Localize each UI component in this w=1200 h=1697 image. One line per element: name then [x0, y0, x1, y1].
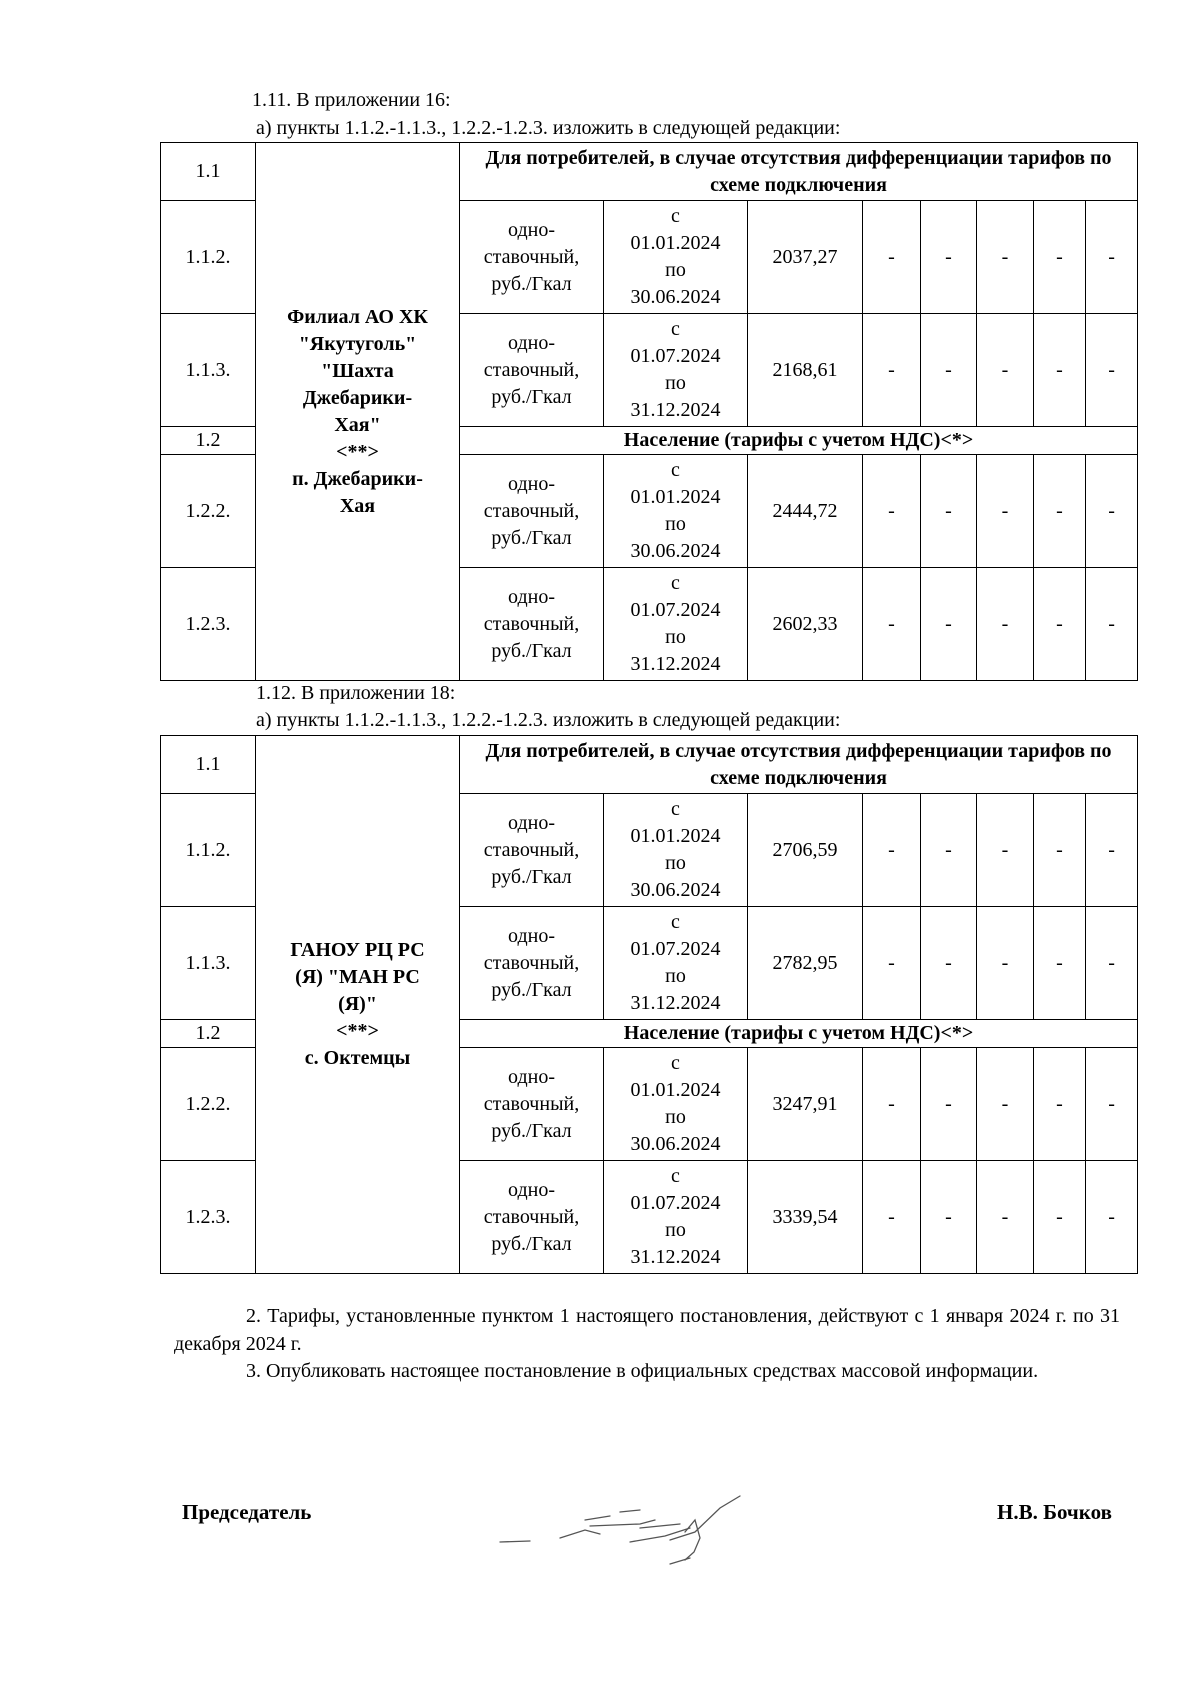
organization-name: Филиал АО ХК "Якутуголь" "Шахта Джебарики- Хая" <**> п. Джебарики- Хая — [256, 143, 460, 681]
tariff-type: одно- ставочный, руб./Гкал — [460, 1048, 604, 1161]
dash-cell: - — [863, 794, 921, 907]
dash-cell: - — [921, 794, 977, 907]
dash-cell: - — [1034, 455, 1086, 568]
table-row — [161, 143, 1138, 201]
dash-cell: - — [1034, 314, 1086, 427]
tariff-type: одно- ставочный, руб./Гкал — [460, 568, 604, 681]
row-number: 1.1.3. — [161, 314, 256, 427]
tariff-value: 2168,61 — [748, 314, 863, 427]
handwritten-signature — [490, 1480, 790, 1570]
tariff-value: 2782,95 — [748, 907, 863, 1020]
tariff-value: 3247,91 — [748, 1048, 863, 1161]
dash-cell: - — [1086, 1161, 1138, 1274]
dash-cell: - — [921, 907, 977, 1020]
dash-cell: - — [977, 1161, 1034, 1274]
dash-cell: - — [977, 907, 1034, 1020]
group-header: Население (тарифы с учетом НДС)<*> — [460, 1020, 1138, 1048]
tariff-period: с 01.01.2024 по 30.06.2024 — [604, 201, 748, 314]
row-number: 1.1 — [161, 143, 256, 201]
group-header: Для потребителей, в случае отсутствия дифференциации тарифов по схеме подключения — [460, 736, 1138, 794]
paragraph-publication: 3. Опубликовать настоящее постановление в официальных средствах массовой информации. — [246, 1360, 1039, 1382]
dash-cell: - — [977, 455, 1034, 568]
tariff-table-2 — [160, 735, 1138, 1274]
dash-cell: - — [1034, 1161, 1086, 1274]
dash-cell: - — [977, 201, 1034, 314]
dash-cell: - — [863, 1161, 921, 1274]
section2-subheading: а) пункты 1.1.2.-1.1.3., 1.2.2.-1.2.3. изложить в следующей редакции: — [256, 709, 841, 731]
dash-cell: - — [863, 1048, 921, 1161]
section1-subheading: а) пункты 1.1.2.-1.1.3., 1.2.2.-1.2.3. изложить в следующей редакции: — [256, 117, 841, 139]
dash-cell: - — [1034, 568, 1086, 681]
dash-cell: - — [1034, 201, 1086, 314]
row-number: 1.2.3. — [161, 568, 256, 681]
group-header: Население (тарифы с учетом НДС)<*> — [460, 427, 1138, 455]
dash-cell: - — [1086, 201, 1138, 314]
dash-cell: - — [977, 794, 1034, 907]
tariff-period: с 01.07.2024 по 31.12.2024 — [604, 568, 748, 681]
dash-cell: - — [863, 907, 921, 1020]
row-number: 1.2.2. — [161, 1048, 256, 1161]
tariff-value: 3339,54 — [748, 1161, 863, 1274]
tariff-period: с 01.07.2024 по 31.12.2024 — [604, 1161, 748, 1274]
row-number: 1.1.2. — [161, 201, 256, 314]
tariff-period: с 01.07.2024 по 31.12.2024 — [604, 314, 748, 427]
tariff-period: с 01.01.2024 по 30.06.2024 — [604, 455, 748, 568]
row-number: 1.2.2. — [161, 455, 256, 568]
tariff-type: одно- ставочный, руб./Гкал — [460, 201, 604, 314]
dash-cell: - — [863, 455, 921, 568]
paragraph-validity: 2. Тарифы, установленные пунктом 1 настоящего постановления, действуют с 1 января 2024 г. по 31 декабря 2024 г. — [174, 1305, 1120, 1355]
row-number: 1.2 — [161, 427, 256, 455]
dash-cell: - — [1034, 907, 1086, 1020]
dash-cell: - — [1086, 314, 1138, 427]
dash-cell: - — [1086, 1048, 1138, 1161]
tariff-period: с 01.01.2024 по 30.06.2024 — [604, 794, 748, 907]
dash-cell: - — [921, 201, 977, 314]
section1-heading: 1.11. В приложении 16: — [252, 89, 451, 111]
tariff-type: одно- ставочный, руб./Гкал — [460, 314, 604, 427]
row-number: 1.1.2. — [161, 794, 256, 907]
tariff-value: 2444,72 — [748, 455, 863, 568]
row-number: 1.1 — [161, 736, 256, 794]
tariff-type: одно- ставочный, руб./Гкал — [460, 455, 604, 568]
row-number: 1.2 — [161, 1020, 256, 1048]
dash-cell: - — [1034, 794, 1086, 907]
tariff-period: с 01.01.2024 по 30.06.2024 — [604, 1048, 748, 1161]
dash-cell: - — [1086, 794, 1138, 907]
dash-cell: - — [1086, 907, 1138, 1020]
tariff-value: 2602,33 — [748, 568, 863, 681]
dash-cell: - — [863, 314, 921, 427]
row-number: 1.1.3. — [161, 907, 256, 1020]
row-number: 1.2.3. — [161, 1161, 256, 1274]
dash-cell: - — [977, 568, 1034, 681]
organization-name: ГАНОУ РЦ РС (Я) "МАН РС (Я)" <**> с. Октемцы — [256, 736, 460, 1274]
table-row — [161, 736, 1138, 794]
signatory-title: Председатель — [182, 1500, 312, 1524]
dash-cell: - — [921, 455, 977, 568]
dash-cell: - — [1086, 568, 1138, 681]
dash-cell: - — [863, 201, 921, 314]
group-header: Для потребителей, в случае отсутствия дифференциации тарифов по схеме подключения — [460, 143, 1138, 201]
dash-cell: - — [1034, 1048, 1086, 1161]
dash-cell: - — [863, 568, 921, 681]
section2-heading: 1.12. В приложении 18: — [256, 682, 456, 704]
dash-cell: - — [977, 314, 1034, 427]
dash-cell: - — [921, 1161, 977, 1274]
tariff-period: с 01.07.2024 по 31.12.2024 — [604, 907, 748, 1020]
dash-cell: - — [1086, 455, 1138, 568]
dash-cell: - — [921, 568, 977, 681]
tariff-type: одно- ставочный, руб./Гкал — [460, 794, 604, 907]
tariff-type: одно- ставочный, руб./Гкал — [460, 1161, 604, 1274]
tariff-type: одно- ставочный, руб./Гкал — [460, 907, 604, 1020]
signatory-name: Н.В. Бочков — [997, 1500, 1112, 1524]
dash-cell: - — [921, 1048, 977, 1161]
dash-cell: - — [977, 1048, 1034, 1161]
tariff-table-1 — [160, 142, 1138, 681]
tariff-value: 2706,59 — [748, 794, 863, 907]
tariff-value: 2037,27 — [748, 201, 863, 314]
dash-cell: - — [921, 314, 977, 427]
